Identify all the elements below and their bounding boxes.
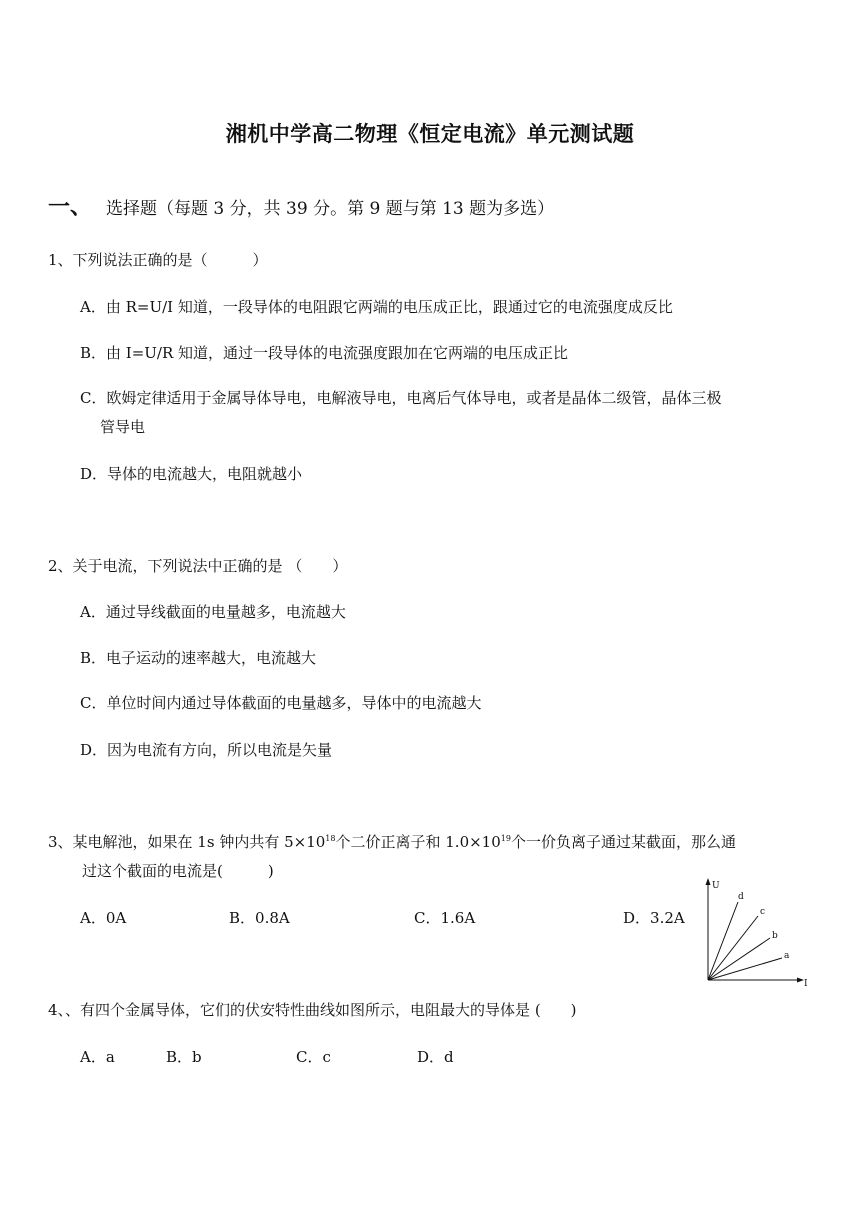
question-2-option-a: A．通过导线截面的电量越多，电流越大 xyxy=(80,603,346,621)
question-3-stem-part-2: 个二价正离子和 1.0×10 xyxy=(335,833,501,851)
question-3-stem-part-3: 个一价负离子通过某截面，那么通 xyxy=(510,833,736,851)
page-title: 湘机中学高二物理《恒定电流》单元测试题 xyxy=(225,122,635,146)
question-1-stem: 1、下列说法正确的是（ ） xyxy=(48,251,268,269)
curve-label-a: a xyxy=(784,951,790,961)
question-3-stem-line-2: 过这个截面的电流是( ) xyxy=(82,862,274,880)
question-2-stem: 2、关于电流，下列说法中正确的是 （ ） xyxy=(48,557,348,575)
question-2-option-b: B．电子运动的速率越大，电流越大 xyxy=(80,649,317,667)
question-1-option-b: B．由 I=U/R 知道，通过一段导体的电流强度跟加在它两端的电压成正比 xyxy=(80,344,569,362)
question-1-option-d: D．导体的电流越大，电阻就越小 xyxy=(80,465,303,483)
question-1-option-a: A．由 R=U/I 知道，一段导体的电阻跟它两端的电压成正比，跟通过它的电流强度成反比 xyxy=(80,298,673,316)
curve-label-b: b xyxy=(772,931,778,941)
question-4-option-c: C．c xyxy=(296,1048,331,1066)
u-axis-arrow xyxy=(706,878,711,885)
section-text: 选择题（每题 3 分，共 39 分。第 9 题与第 13 题为多选） xyxy=(106,199,555,219)
question-1-option-c: C．欧姆定律适用于金属导体导电，电解液导电，电离后气体导电，或者是晶体二级管，晶体三极 xyxy=(80,389,722,407)
section-number: 一、 xyxy=(48,195,93,220)
i-axis-arrow xyxy=(797,978,804,983)
section-heading xyxy=(48,190,554,221)
exponent-19: 19 xyxy=(500,834,511,843)
question-2-option-d: D．因为电流有方向，所以电流是矢量 xyxy=(80,741,333,759)
curve-b xyxy=(708,938,770,980)
question-4-option-a: A．a xyxy=(80,1048,115,1066)
curve-a xyxy=(708,958,782,980)
question-3-option-a: A．0A xyxy=(80,909,127,927)
curve-d xyxy=(708,902,738,980)
iv-characteristic-figure xyxy=(700,874,818,990)
question-4-option-b: B．b xyxy=(166,1048,202,1066)
u-axis-label: U xyxy=(712,881,720,891)
i-axis-label: I xyxy=(804,979,808,989)
question-3-option-d: D．3.2A xyxy=(623,909,685,927)
question-4-option-d: D．d xyxy=(417,1048,454,1066)
question-1-option-c-cont: 管导电 xyxy=(100,418,146,436)
curve-label-d: d xyxy=(738,892,744,902)
question-3-stem-part-1: 3、某电解池，如果在 1s 钟内共有 5×10 xyxy=(48,833,326,851)
question-2-option-c: C．单位时间内通过导体截面的电量越多，导体中的电流越大 xyxy=(80,694,482,712)
question-3-option-b: B．0.8A xyxy=(229,909,290,927)
curve-label-c: c xyxy=(760,907,766,917)
question-3-option-c: C．1.6A xyxy=(414,909,476,927)
question-4-stem: 4、、有四个金属导体，它们的伏安特性曲线如图所示，电阻最大的导体是 ( ) xyxy=(48,1001,577,1019)
question-3-stem xyxy=(48,831,736,852)
curve-c xyxy=(708,916,758,980)
exponent-18: 18 xyxy=(325,834,336,843)
